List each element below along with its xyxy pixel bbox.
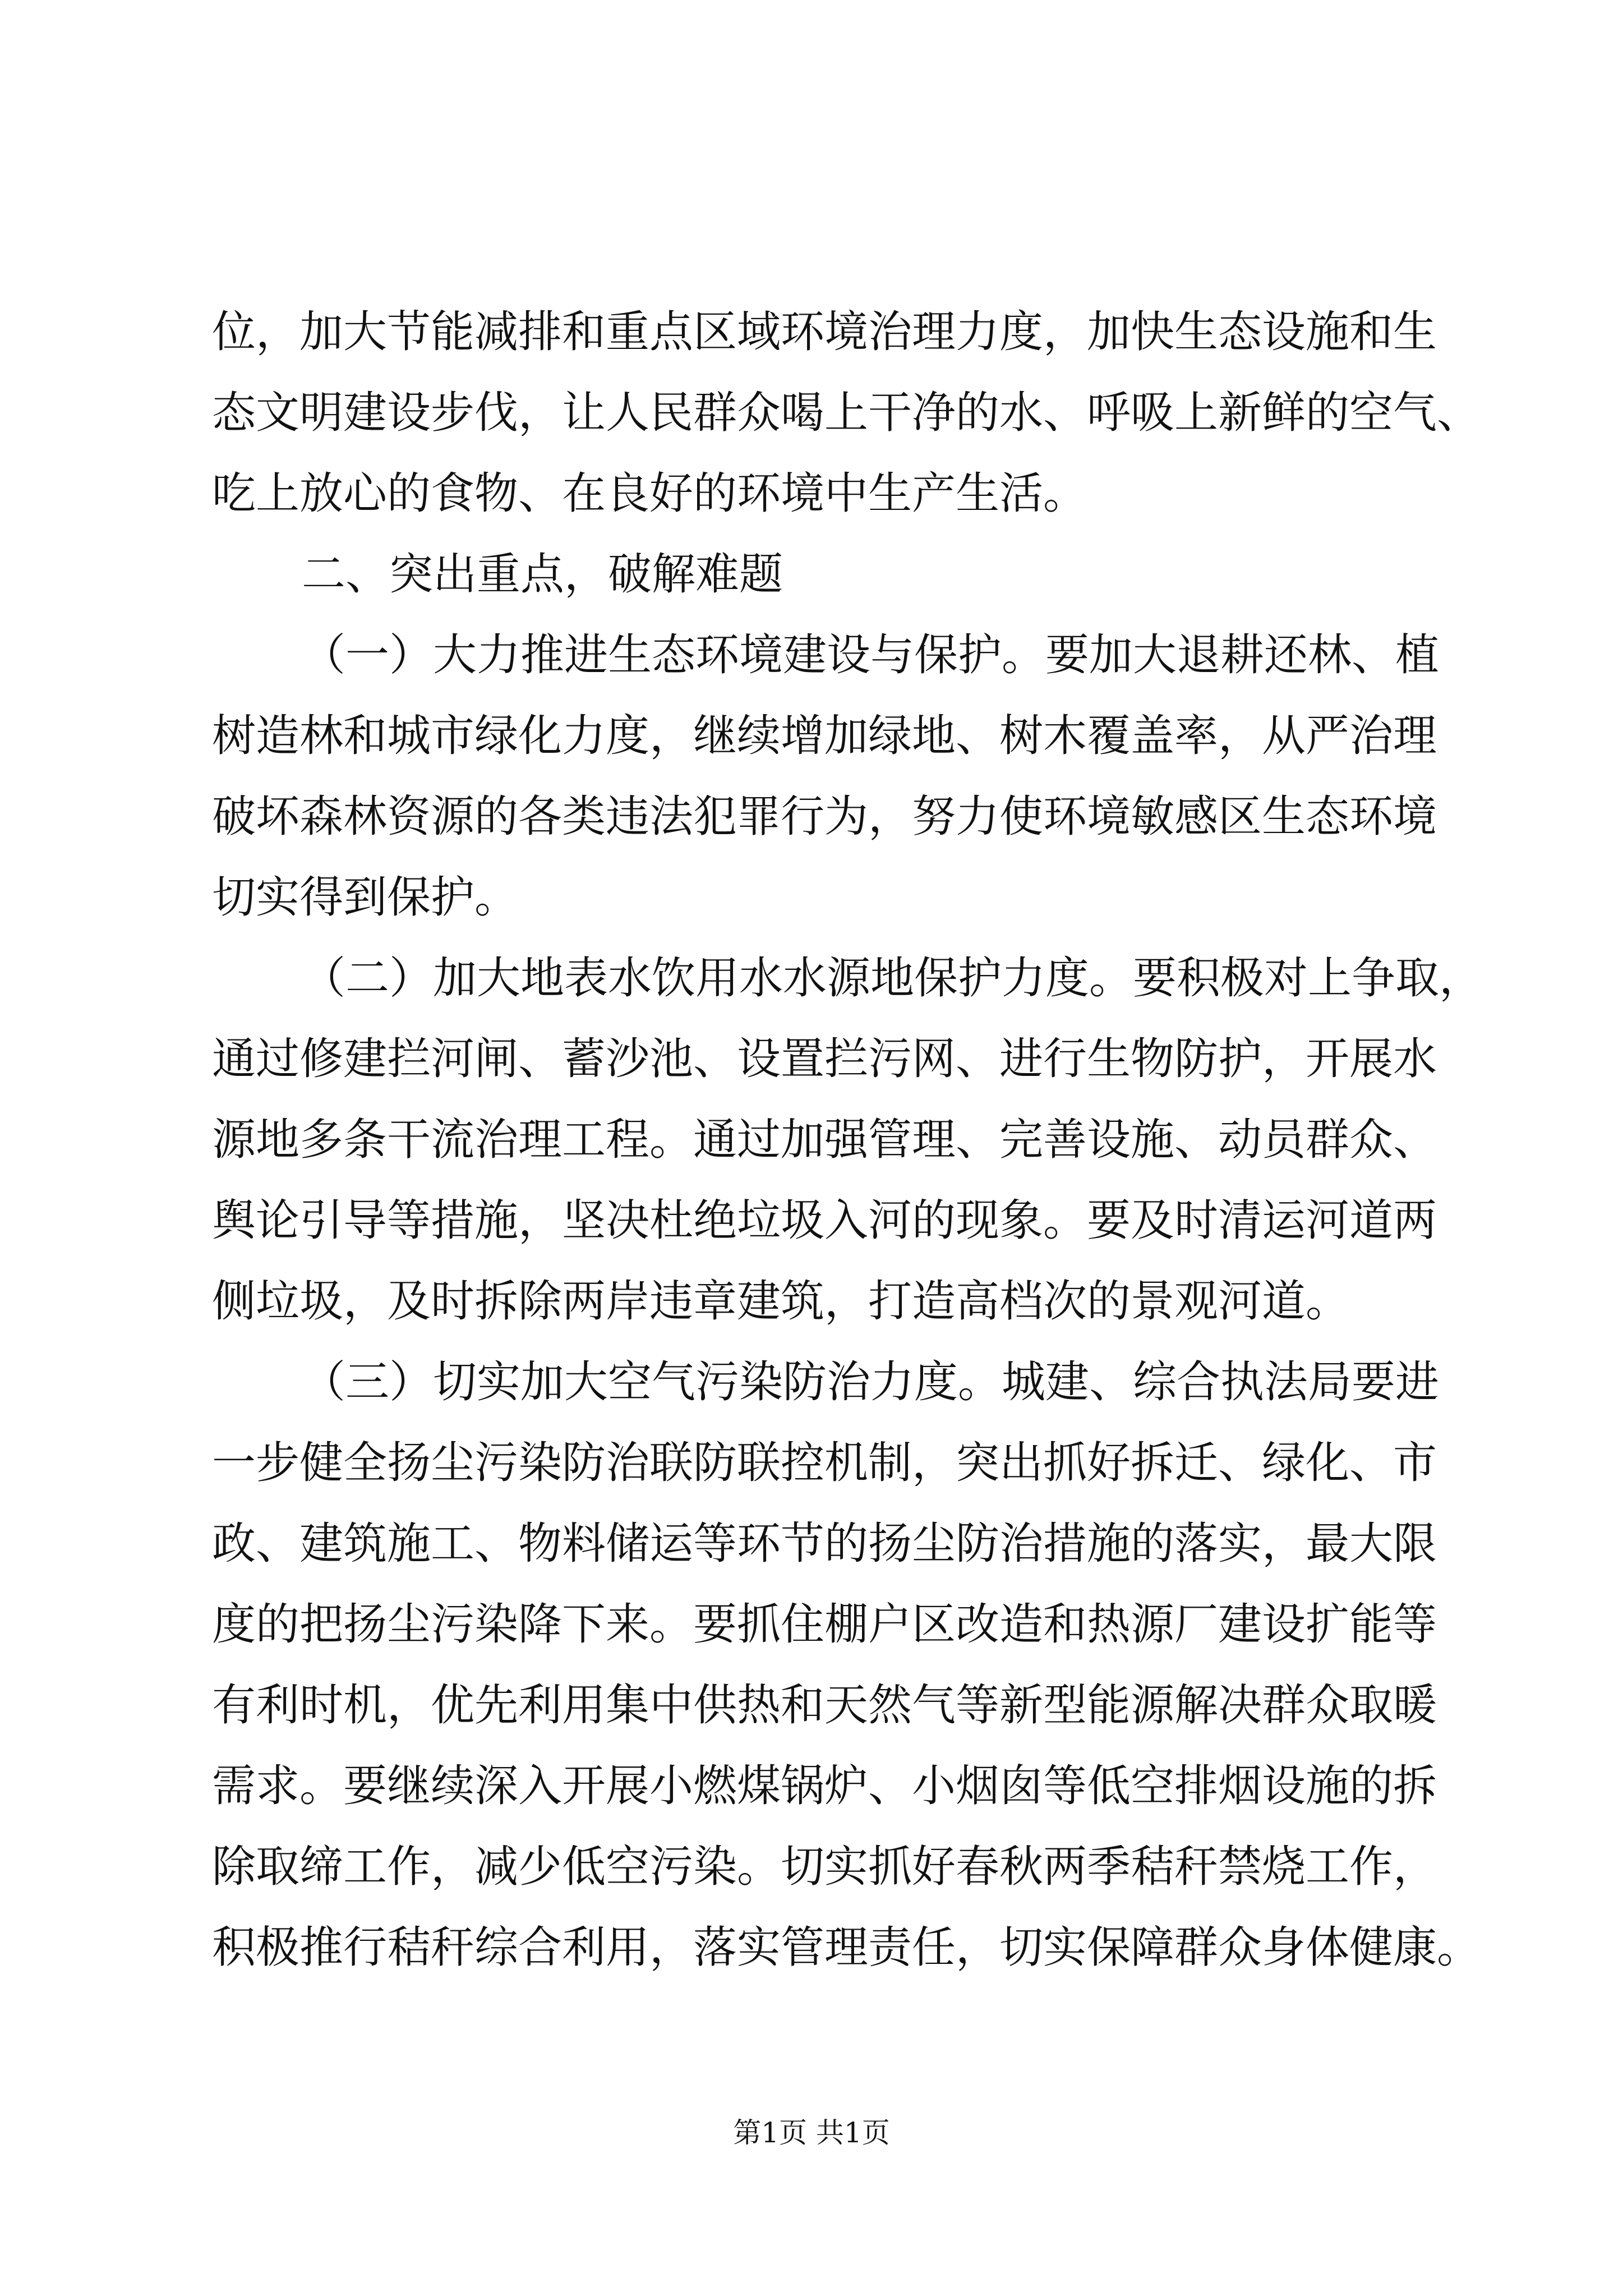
body-line: （三）切实加大空气污染防治力度。城建、综合执法局要进 — [302, 1357, 1440, 1407]
body-line: 源地多条干流治理工程。通过加强管理、完善设施、动员群众、 — [212, 1115, 1437, 1165]
body-line: （一）大力推进生态环境建设与保护。要加大退耕还林、植 — [302, 630, 1440, 680]
body-line: 吃上放心的食物、在良好的环境中生产生活。 — [212, 468, 1087, 519]
body-line: 侧垃圾，及时拆除两岸违章建筑，打造高档次的景观河道。 — [212, 1276, 1350, 1327]
page-number-label: 第1页 共1页 — [733, 2116, 890, 2149]
body-line: 积极推行秸秆综合利用，落实管理责任，切实保障群众身体健康。 — [212, 1922, 1481, 1973]
body-line: 位，加大节能减排和重点区域环境治理力度，加快生态设施和生 — [212, 307, 1437, 357]
body-line: 政、建筑施工、物料储运等环节的扬尘防治措施的落实，最大限 — [212, 1519, 1437, 1569]
body-line: 树造林和城市绿化力度，继续增加绿地、树木覆盖率，从严治理 — [212, 711, 1437, 761]
body-line: 态文明建设步伐，让人民群众喝上干净的水、呼吸上新鲜的空气、 — [212, 388, 1481, 438]
body-line: （二）加大地表水饮用水水源地保护力度。要积极对上争取， — [302, 953, 1483, 1004]
body-line: 度的把扬尘污染降下来。要抓住棚户区改造和热源厂建设扩能等 — [212, 1599, 1437, 1650]
body-line: 破坏森林资源的各类违法犯罪行为，努力使环境敏感区生态环境 — [212, 792, 1437, 842]
body-line: 有利时机，优先利用集中供热和天然气等新型能源解决群众取暖 — [212, 1680, 1437, 1731]
document-body — [212, 292, 1483, 1988]
section-heading: 二、突出重点，破解难题 — [302, 549, 783, 600]
body-line: 一步健全扬尘污染防治联防联控机制，突出抓好拆迁、绿化、市 — [212, 1438, 1437, 1488]
body-line: 切实得到保护。 — [212, 872, 519, 923]
page-footer — [0, 2110, 1623, 2151]
body-line: 需求。要继续深入开展小燃煤锅炉、小烟囱等低空排烟设施的拆 — [212, 1761, 1437, 1811]
body-line: 除取缔工作，减少低空污染。切实抓好春秋两季秸秆禁烧工作， — [212, 1842, 1437, 1892]
body-line: 通过修建拦河闸、蓄沙池、设置拦污网、进行生物防护，开展水 — [212, 1034, 1437, 1084]
body-line: 舆论引导等措施，坚决杜绝垃圾入河的现象。要及时清运河道两 — [212, 1195, 1437, 1246]
